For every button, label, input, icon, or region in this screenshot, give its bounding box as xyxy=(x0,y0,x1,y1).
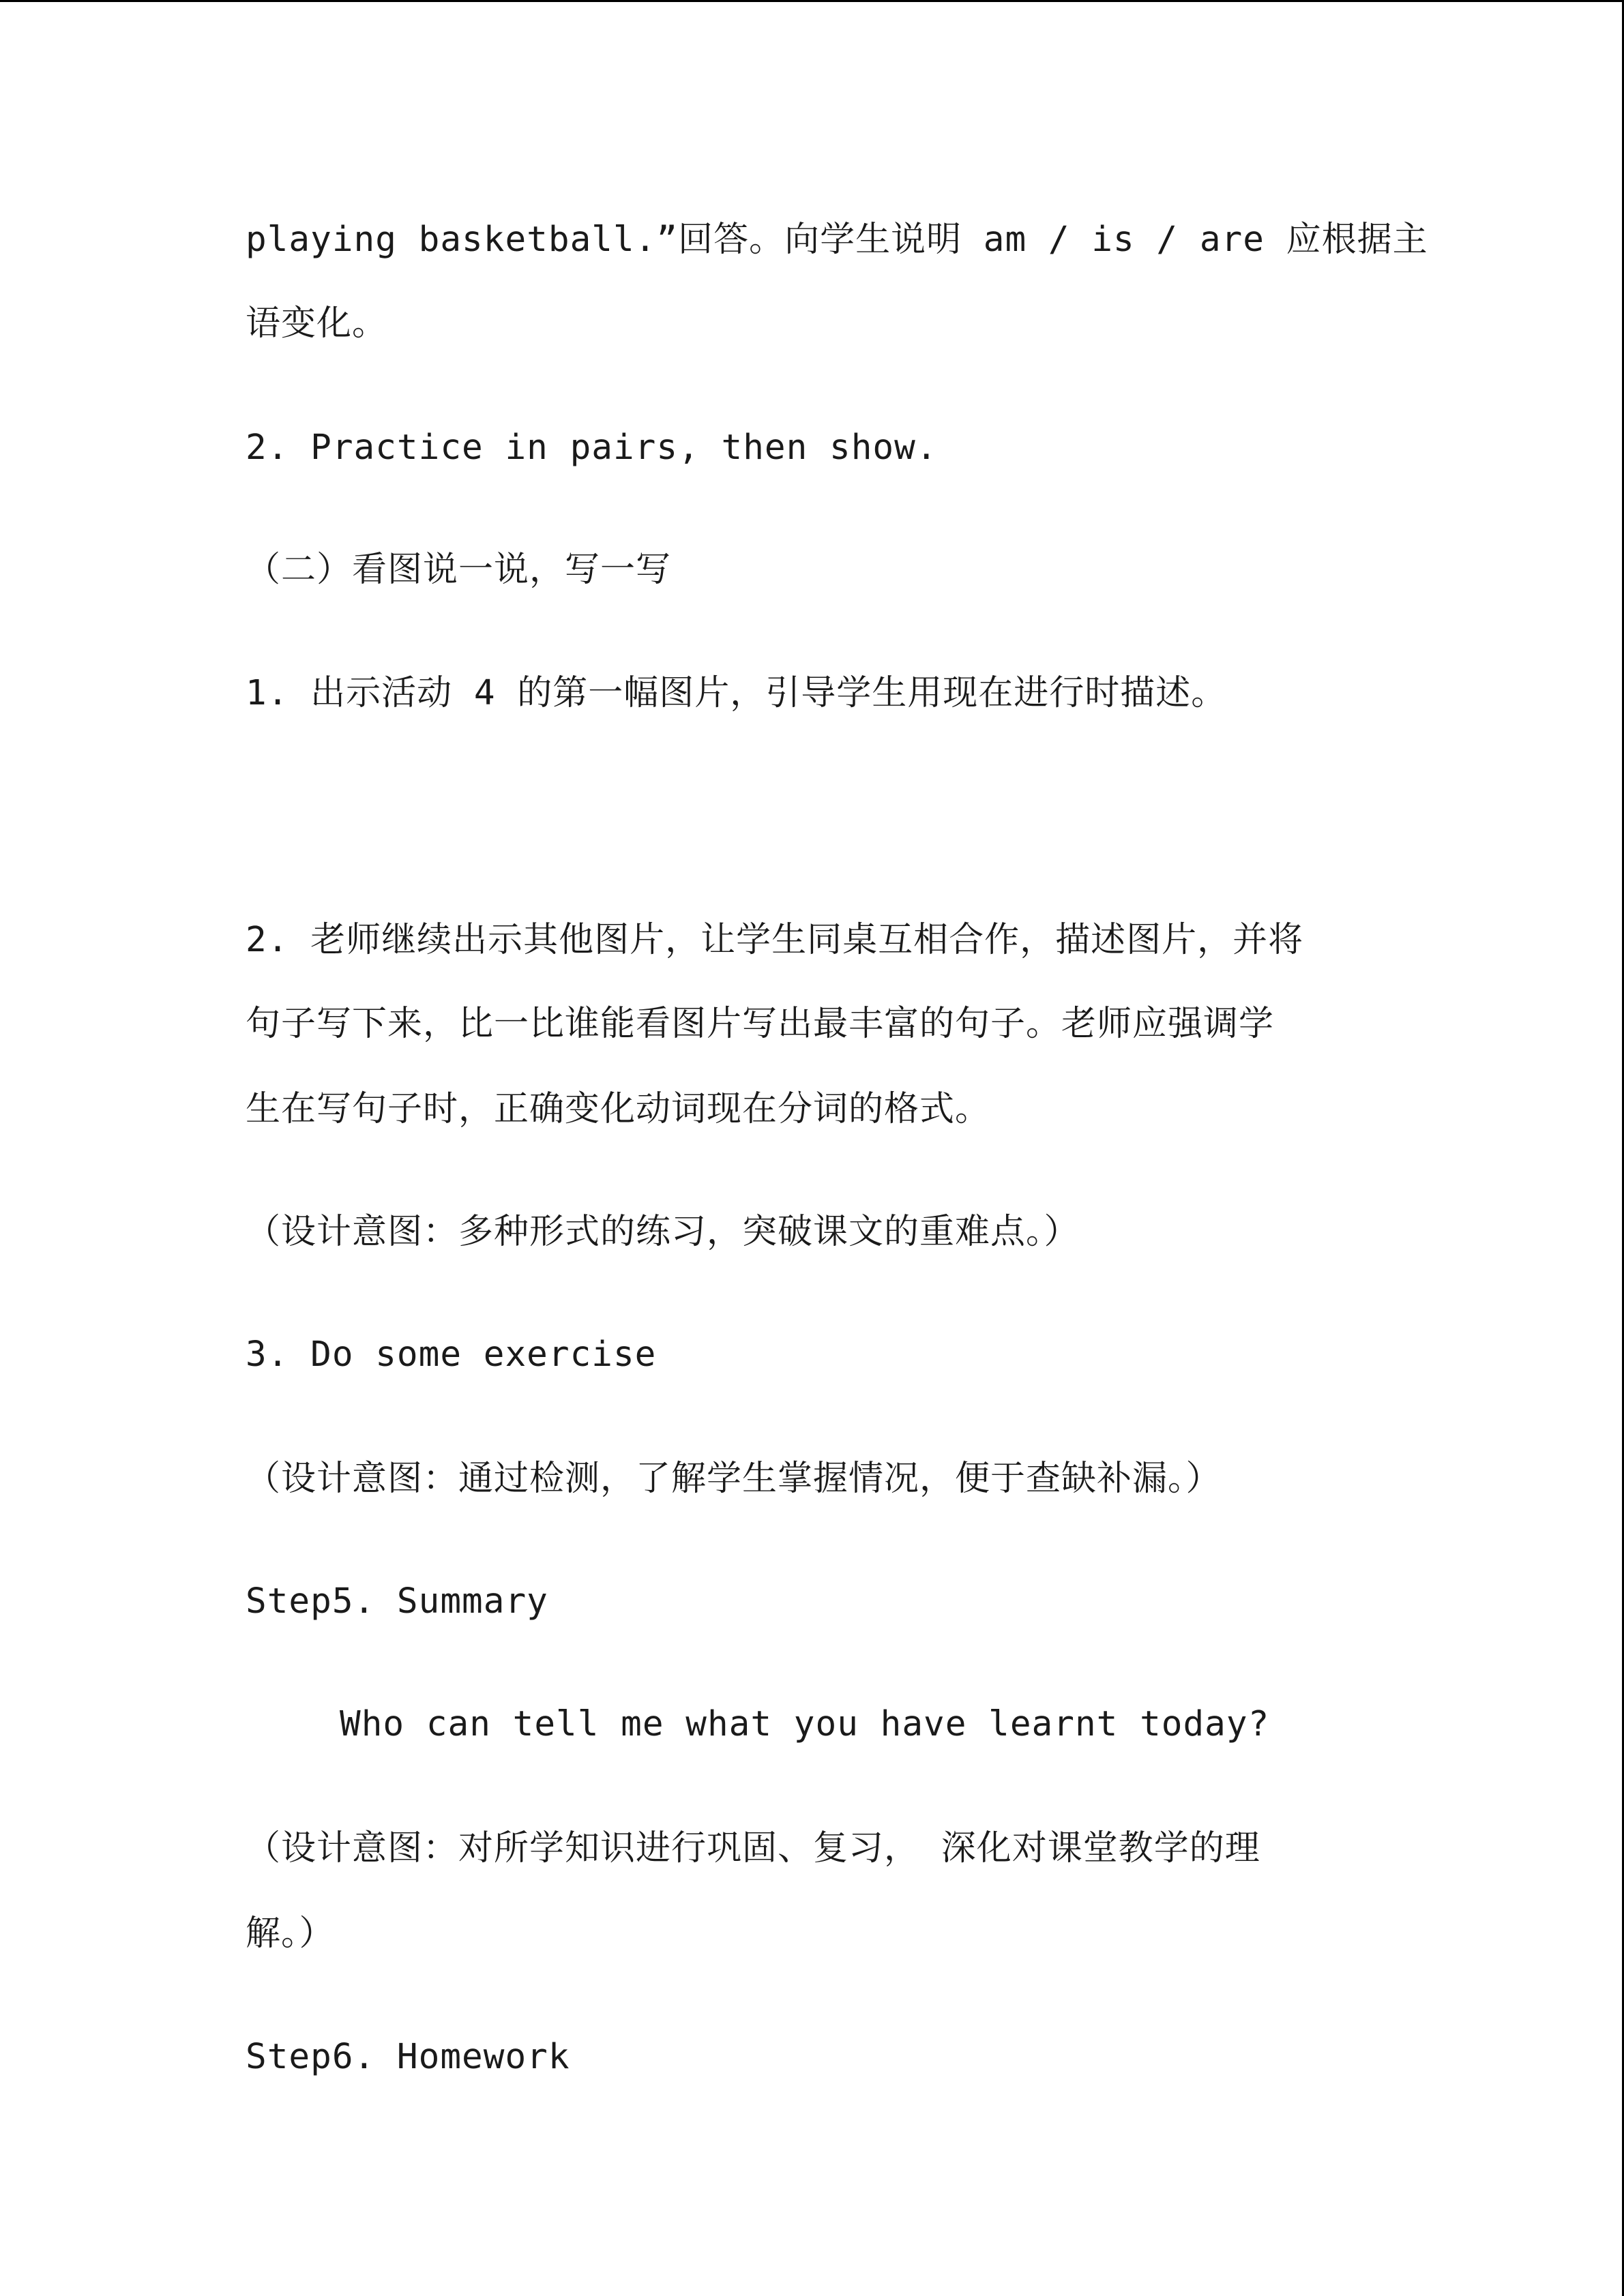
design-note: （设计意图：多种形式的练习，突破课文的重难点。） xyxy=(246,1212,1080,1252)
paragraph-line: playing basketball.”回答。向学生说明 am / is / are 应根据主 xyxy=(246,220,1428,260)
page-top-border xyxy=(0,0,1624,2)
step-heading: Step5. Summary xyxy=(246,1581,548,1622)
section-heading: （二）看图说一说，写一写 xyxy=(246,550,672,590)
exercise-item: 3. Do some exercise xyxy=(246,1335,657,1375)
practice-item: 2. Practice in pairs, then show. xyxy=(246,428,938,468)
summary-question: Who can tell me what you have learnt today? xyxy=(340,1704,1270,1744)
design-note-continued: 解。） xyxy=(246,1913,335,1954)
paragraph-line: 语变化。 xyxy=(246,303,388,344)
list-item: 2. 老师继续出示其他图片，让学生同桌互相合作，描述图片，并将 xyxy=(246,920,1304,960)
design-note: （设计意图：通过检测，了解学生掌握情况，便于查缺补漏。） xyxy=(246,1459,1222,1499)
design-note: （设计意图：对所学知识进行巩固、复习， 深化对课堂教学的理 xyxy=(246,1828,1260,1868)
step-heading: Step6. Homework xyxy=(246,2037,570,2077)
paragraph-line: 句子写下来，比一比谁能看图片写出最丰富的句子。老师应强调学 xyxy=(246,1004,1275,1044)
paragraph-line: 生在写句子时，正确变化动词现在分词的格式。 xyxy=(246,1089,991,1129)
list-item: 1. 出示活动 4 的第一幅图片，引导学生用现在进行时描述。 xyxy=(246,673,1227,713)
